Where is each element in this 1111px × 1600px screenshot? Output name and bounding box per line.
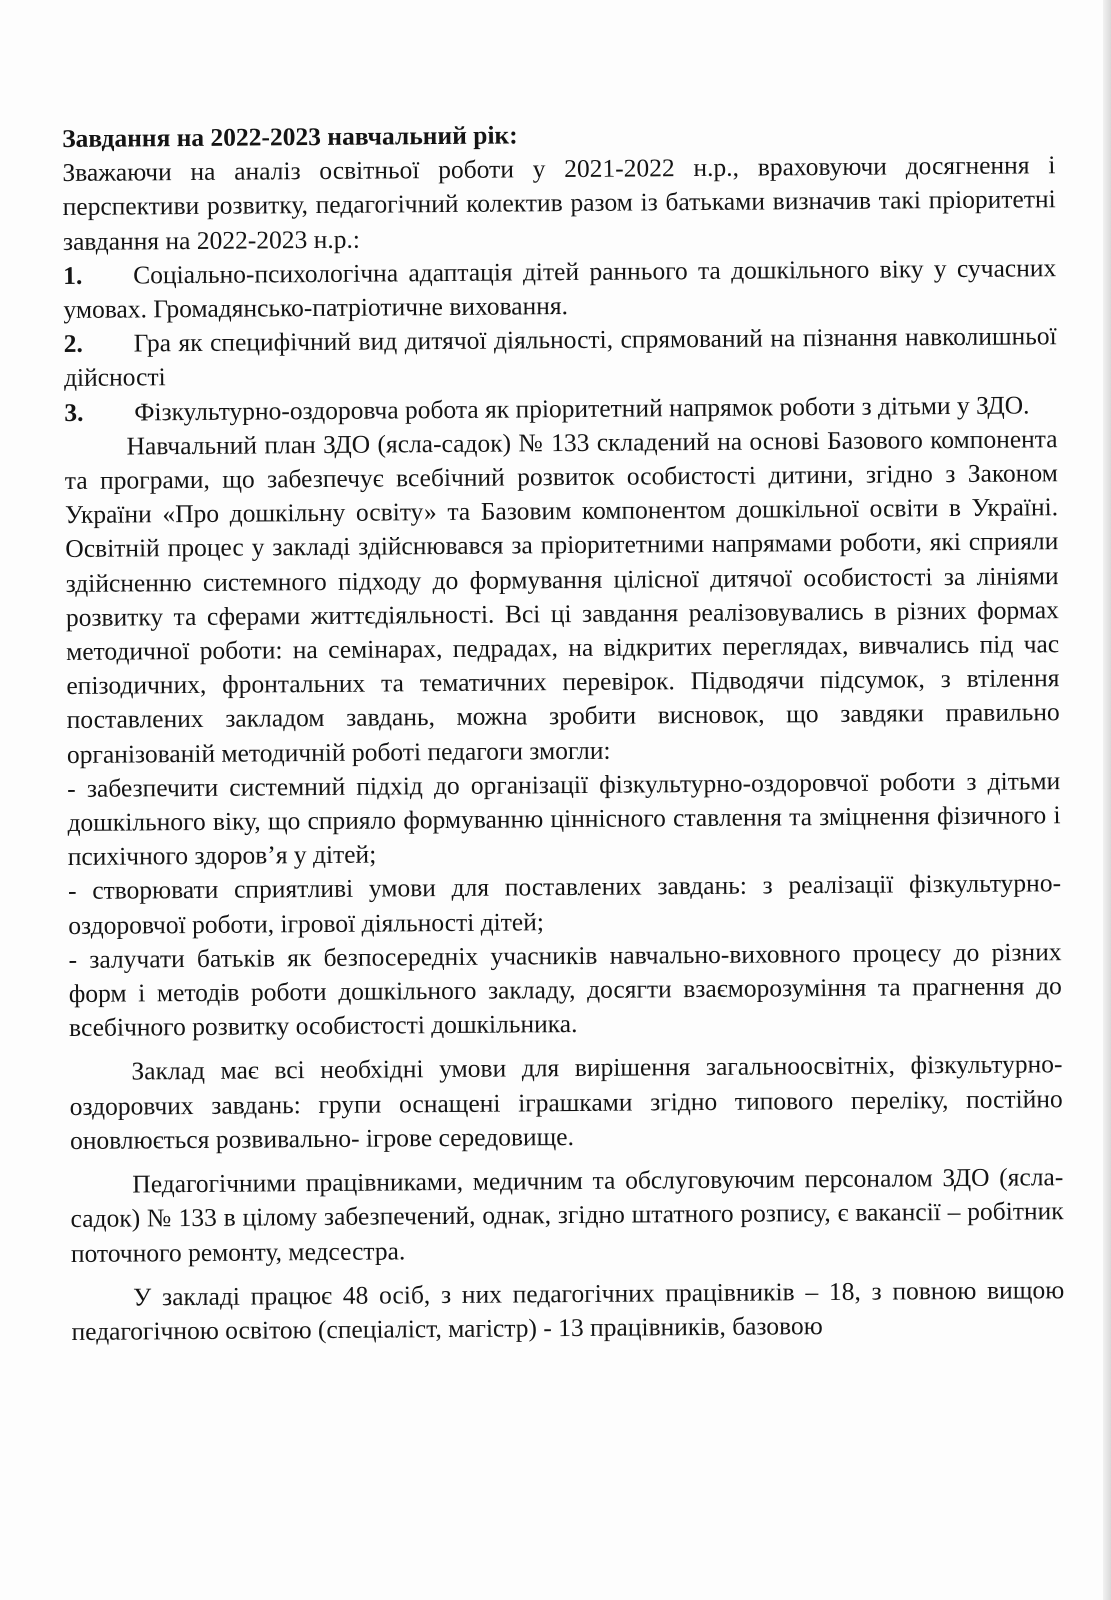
intro-paragraph: Зважаючи на аналіз освітньої роботи у 2021-2022 н.р., враховуючи досягнення і перспективи розвитку, педагогічний колектив разом із батьками визначив такі пріоритетні завдання на 2022-2023 н.р.:	[62, 150, 1056, 256]
task-number: 1.	[63, 260, 83, 290]
conditions-paragraph: Заклад має всі необхідні умови для вирішення загальноосвітніх, фізкультурно-оздоровчих завдань: групи оснащені іграшками згідно типового переліку, постійно оновлюється розвивально- ігрове середовище.	[69, 1049, 1063, 1155]
task-text: Соціально-психологічна адаптація дітей раннього та дошкільного віку у сучасних умовах. Громадянсько-патріотичне виховання.	[63, 253, 1057, 325]
bullet-item-1: - забезпечити системний підхід до організації фізкультурно-оздоровчої роботи з дітьми дошкільного віку, що сприяло формуванню ціннісного ставлення та зміцнення фізичного і психічного здоров’я у дітей;	[67, 766, 1061, 872]
curriculum-paragraph: Навчальний план ЗДО (ясла-садок) № 133 складений на основі Базового компонента та програми, що забезпечує всебічний розвиток особистості дитини, згідно з Законом України «Про дошкільну освіту» та Базовим компонентом дошкільної освіти в Україні. Освітній процес у закладі здійснювався за пріоритетними напрямами роботи, які сприяли здійсненню системного підходу до формування цілісної дитячої особистості за лініями розвитку та сферами життєдіяльності. Всі ці завдання реалізовувались в різних формах методичної роботи: на семінарах, педрадах, на відкритих переглядах, вивчались під час епізодичних, фронтальних та тематичних перевірок. Підводячи підсумок, з втілення поставлених закладом завдань, можна зробити висновок, що завдяки правильно організованій методичній роботі педагоги змогли:	[64, 424, 1060, 769]
staff-paragraph: Педагогічними працівниками, медичним та обслуговуючим персоналом ЗДО (ясла-садок) № 133 в цілому забезпечений, однак, згідно штатного розпису, є вакансії – робітник поточного ремонту, медсестра.	[70, 1162, 1064, 1268]
employees-paragraph: У закладі працює 48 осіб, з них педагогічних працівників – 18, з повною вищою педагогічною освітою (спеціаліст, магістр) - 13 працівників, базовою	[71, 1274, 1065, 1346]
bullet-item-3: - залучати батьків як безпосередніх учасників навчально-виховного процесу до різних форм і методів роботи дошкільного закладу, досягти взаєморозуміння та прагнення до всебічного розвитку особистості дошкільника.	[68, 937, 1062, 1043]
task-item-1	[63, 251, 1057, 327]
document-body	[62, 114, 1065, 1349]
bullet-item-2: - створювати сприятливі умови для поставлених завдань: з реалізації фізкультурно-оздоровчої роботи, ігрової діяльності дітей;	[67, 868, 1062, 940]
task-item-2	[64, 319, 1058, 395]
document-heading: Завдання на 2022-2023 навчальний рік:	[62, 120, 518, 153]
scan-edge-shadow	[1103, 0, 1111, 1600]
task-number: 3.	[64, 397, 84, 427]
task-text: Гра як специфічний вид дитячої діяльності, спрямований на пізнання навколишньої дійсності	[63, 321, 1057, 393]
task-text: Фізкультурно-оздоровча робота як пріоритетний напрямок роботи з дітьми у ЗДО.	[134, 390, 1030, 427]
task-number: 2.	[63, 329, 83, 359]
